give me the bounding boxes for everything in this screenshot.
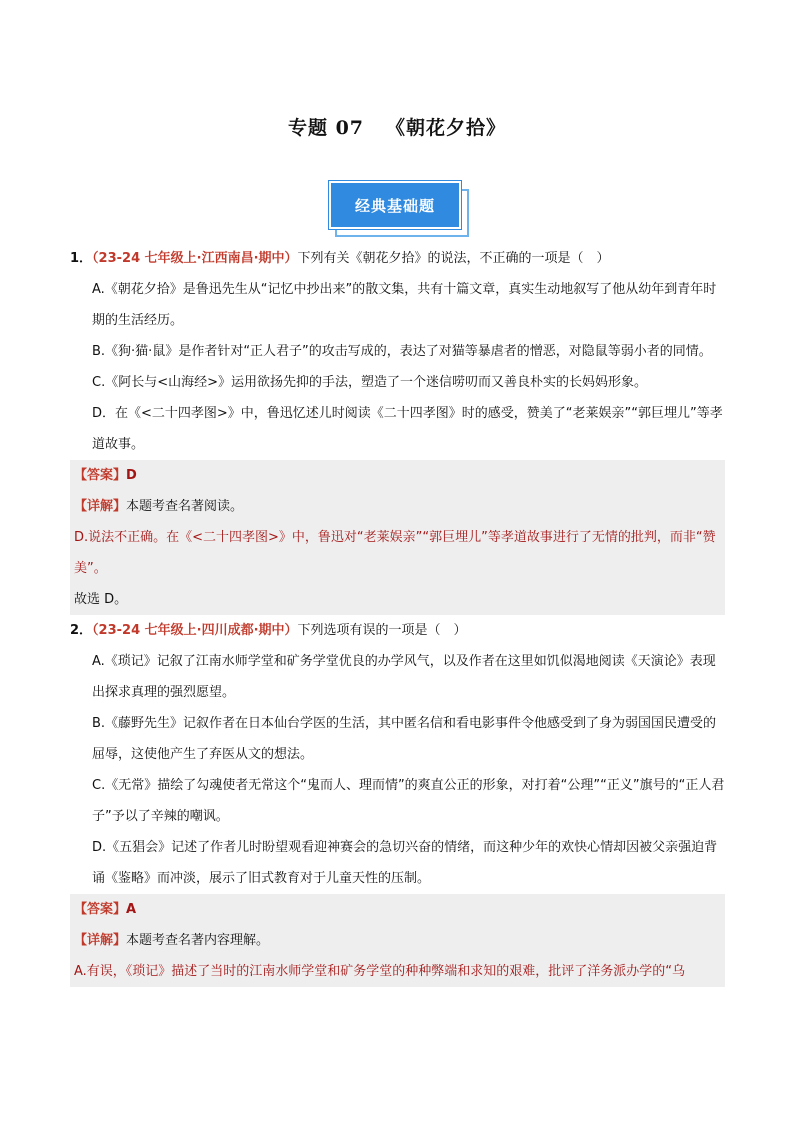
explanation-text: A.有误，《琐记》描述了当时的江南水师学堂和矿务学堂的种种弊端和求知的艰难，批评了洋务派办学的“乌 bbox=[74, 964, 686, 979]
topic-number: 专题 07 bbox=[287, 117, 365, 139]
page-title bbox=[0, 113, 794, 140]
detail-text: 本题考查名著内容理解。 bbox=[126, 933, 270, 948]
answer-letter: A bbox=[126, 902, 137, 917]
detail-tag: 【详解】 bbox=[74, 933, 127, 948]
question-text: 下列选项有误的一项是（ ） bbox=[297, 623, 467, 638]
question-2-option-d: D.《五猖会》记述了作者儿时盼望观看迎神赛会的急切兴奋的情绪，而这种少年的欢快心情却因被父亲强迫背诵《鉴略》而冲淡，展示了旧式教育对于儿童天性的压制。 bbox=[92, 840, 718, 886]
question-2-stem bbox=[70, 615, 725, 646]
question-1-answer-box bbox=[70, 460, 725, 615]
question-2-option-a: A.《琐记》记叙了江南水师学堂和矿务学堂优良的办学风气，以及作者在这里如饥似渴地阅读《天演论》表现出探求真理的强烈愿望。 bbox=[92, 654, 716, 700]
question-source: （23-24 七年级上·江西南昌·期中） bbox=[92, 251, 298, 266]
question-2-option-b: B.《藤野先生》记叙作者在日本仙台学医的生活，其中匿名信和看电影事件令他感受到了身为弱国国民遭受的屈辱，这使他产生了弃医从文的想法。 bbox=[92, 716, 717, 762]
answer-tag: 【答案】 bbox=[74, 902, 127, 917]
banner-label: 经典基础题 bbox=[329, 181, 461, 229]
answer-tag: 【答案】 bbox=[74, 468, 127, 483]
question-source: （23-24 七年级上·四川成都·期中） bbox=[92, 623, 298, 638]
conclusion-text: 故选 D。 bbox=[74, 592, 128, 607]
question-1-option-a: A.《朝花夕拾》是鲁迅先生从“记忆中抄出来”的散文集，共有十篇文章，真实生动地叙写了他从幼年到青年时期的生活经历。 bbox=[92, 282, 717, 328]
question-1-option-c: C.《阿长与<山海经>》运用欲扬先抑的手法，塑造了一个迷信唠叨而又善良朴实的长妈妈形象。 bbox=[92, 375, 647, 390]
detail-line bbox=[74, 925, 721, 956]
question-1-option-b: B.《狗·猫·鼠》是作者针对“正人君子”的攻击写成的，表达了对猫等暴虐者的憎恶，对隐鼠等弱小者的同情。 bbox=[92, 344, 712, 359]
document-body bbox=[70, 243, 725, 987]
question-text: 下列有关《朝花夕拾》的说法，不正确的一项是（ ） bbox=[297, 251, 610, 266]
answer-line bbox=[74, 894, 721, 925]
question-number: 1． bbox=[70, 251, 93, 266]
question-1-stem bbox=[70, 243, 725, 274]
detail-text: 本题考查名著阅读。 bbox=[126, 499, 244, 514]
detail-line bbox=[74, 491, 721, 522]
section-banner bbox=[329, 181, 469, 235]
detail-tag: 【详解】 bbox=[74, 499, 127, 514]
explanation-text: D.说法不正确。在《<二十四孝图>》中，鲁迅对“老莱娱亲”“郭巨埋儿”等孝道故事进行了无情的批判，而非“赞美”。 bbox=[74, 530, 716, 576]
answer-letter: D bbox=[126, 468, 137, 483]
answer-line bbox=[74, 460, 721, 491]
question-2-option-c: C.《无常》描绘了勾魂使者无常这个“鬼而人、理而情”的爽直公正的形象，对打着“公理”“正义”旗号的“正人君子”予以了辛辣的嘲讽。 bbox=[92, 778, 725, 824]
question-1-option-d: D．在《<二十四孝图>》中，鲁迅忆述儿时阅读《二十四孝图》时的感受，赞美了“老莱娱亲”“郭巨埋儿”等孝道故事。 bbox=[92, 406, 723, 452]
question-number: 2． bbox=[70, 623, 93, 638]
question-2-answer-box bbox=[70, 894, 725, 987]
book-title: 《朝花夕拾》 bbox=[386, 117, 507, 139]
